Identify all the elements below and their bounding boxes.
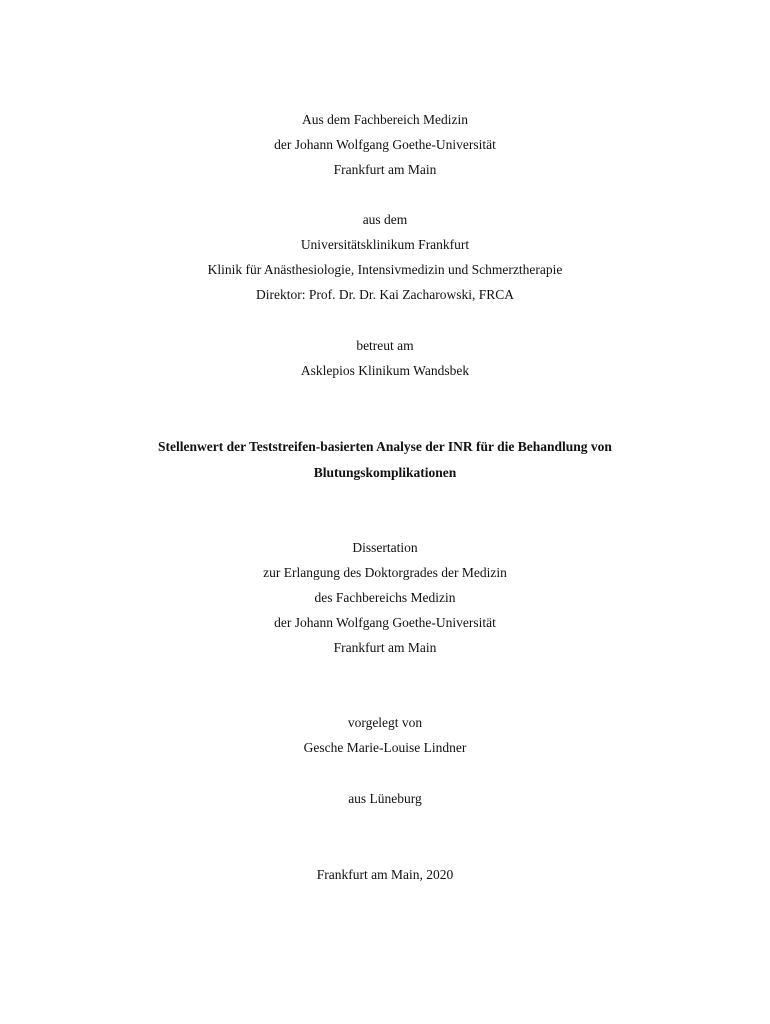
- institution-from: aus dem: [362, 212, 408, 227]
- supervision-label: betreut am: [356, 338, 414, 353]
- dissertation-city: Frankfurt am Main: [333, 640, 437, 655]
- dissertation-faculty: des Fachbereichs Medizin: [314, 590, 456, 605]
- supervision-place: Asklepios Klinikum Wandsbek: [300, 363, 470, 378]
- institution-hospital: Universitätsklinikum Frankfurt: [300, 237, 470, 252]
- author-label: vorgelegt von: [347, 715, 423, 730]
- dissertation-university: der Johann Wolfgang Goethe-Universität: [274, 615, 496, 630]
- dissertation-title-line-2: Blutungskomplikationen: [313, 465, 457, 480]
- header-city: Frankfurt am Main: [333, 162, 437, 177]
- institution-clinic: Klinik für Anästhesiologie, Intensivmedizin und Schmerztherapie: [207, 262, 563, 277]
- header-university: der Johann Wolfgang Goethe-Universität: [274, 137, 496, 152]
- header-department: Aus dem Fachbereich Medizin: [301, 112, 469, 127]
- author-origin: aus Lüneburg: [348, 791, 422, 806]
- dissertation-label: Dissertation: [352, 540, 418, 555]
- dissertation-purpose: zur Erlangung des Doktorgrades der Medizin: [263, 565, 507, 580]
- footer-place-date: Frankfurt am Main, 2020: [316, 867, 454, 882]
- institution-director: Direktor: Prof. Dr. Dr. Kai Zacharowski, FRCA: [256, 287, 514, 302]
- dissertation-title-line-1: Stellenwert der Teststreifen-basierten Analyse der INR für die Behandlung von: [158, 439, 612, 454]
- author-name: Gesche Marie-Louise Lindner: [303, 740, 467, 755]
